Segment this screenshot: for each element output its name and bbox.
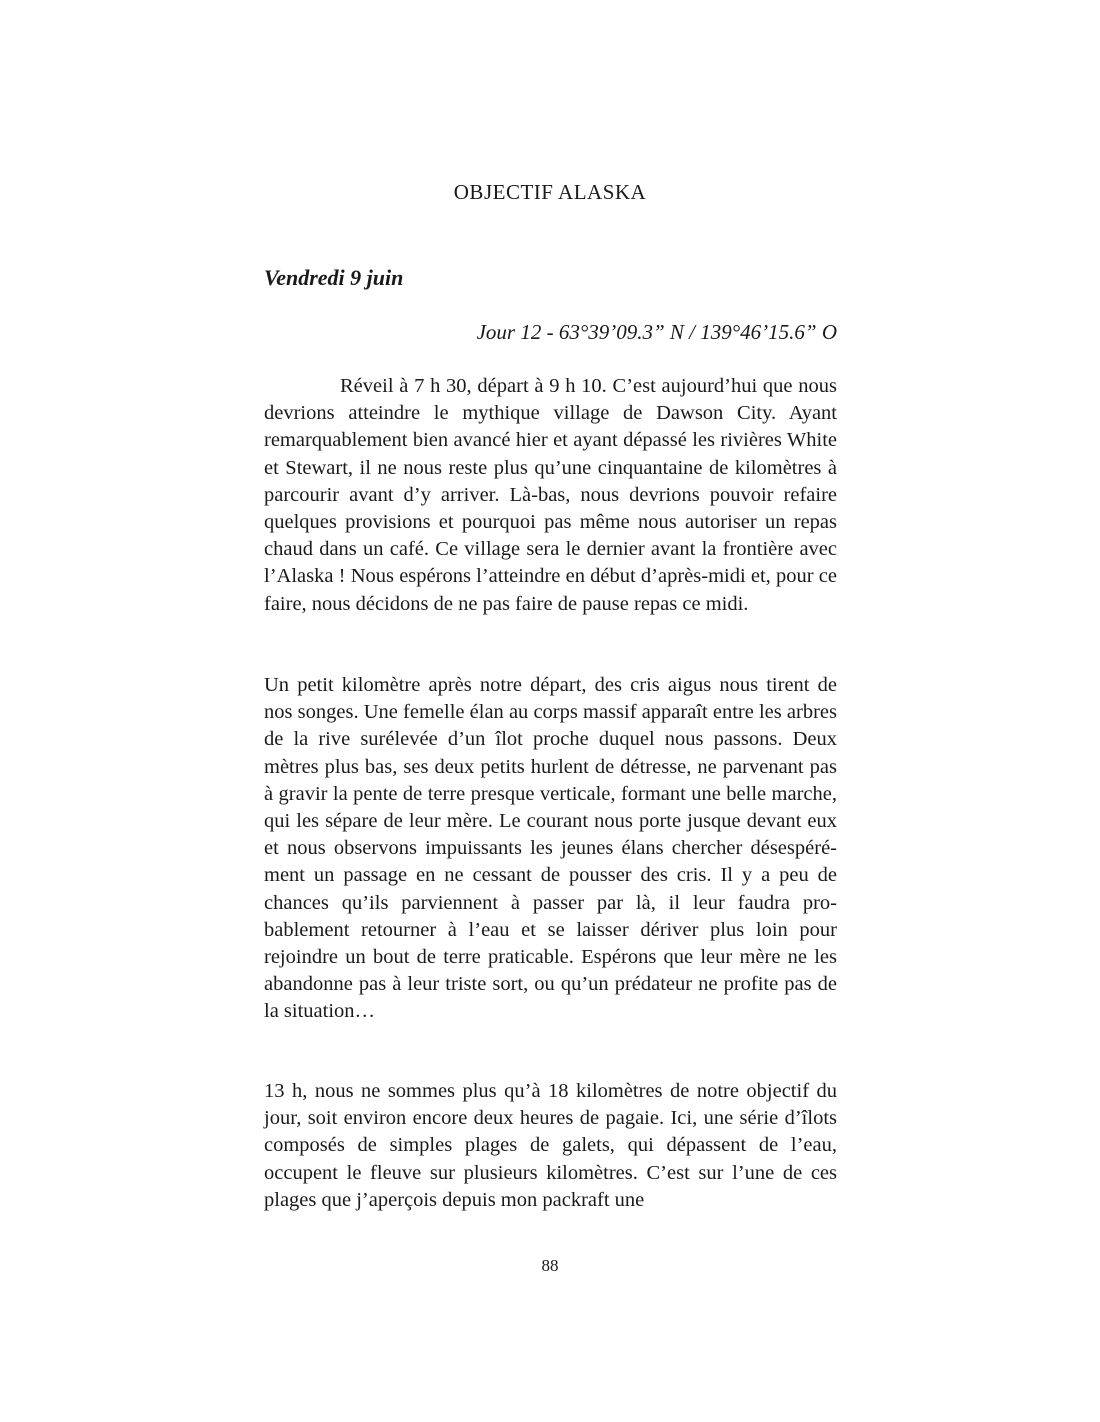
body-paragraph-2-block [264, 672, 837, 1026]
body-paragraph: Réveil à 7 h 30, départ à 9 h 10. C’est aujourd’hui que nous devrions atteindre le mythique village de Dawson City. Ayant remarquablement bien avancé hier et ayant dépassé les rivières White et Stewart, il ne nous reste plus qu’une cinquantaine de kilomètres à parcourir avant d’y arriver. Là-bas, nous devrions pouvoir refaire quelques provisions et pourquoi pas même nous autoriser un repas chaud dans un café. Ce village sera le dernier avant la frontière avec l’Alaska ! Nous espérons l’atteindre en début d’après-midi et, pour ce faire, nous décidons de ne pas faire de pause repas ce midi. [264, 375, 837, 615]
body-paragraph: 13 h, nous ne sommes plus qu’à 18 kilomètres de notre objectif du jour, soit environ encore deux heures de pagaie. Ici, une série d’îlots composés de simples plages de galets, qui dépassent de l’eau, occupent le fleuve sur plusieurs kilomètres. C’est sur l’une de ces plages que j’aperçois depuis mon packraft une [264, 1080, 837, 1211]
running-head-title: OBJECTIF ALASKA [453, 180, 647, 204]
body-paragraph: Un petit kilomètre après notre départ, des cris aigus nous tirent de nos songes. Une femelle élan au corps massif apparaît entre les arbres de la rive surélevée d’un îlot proche duquel nous passons. Deux mètres plus bas, ses deux petits hurlent de détresse, ne parvenant pas à gravir la pente de terre presque verticale, formant une belle marche, qui les sépare de leur mère. Le courant nous porte jusque devant eux et nous observons impuissants les jeunes élans chercher désespérément un passage en ne cessant de pousser des cris. Il y a peu de chances qu’ils parviennent à passer par là, il leur faudra probablement retourner à l’eau et se laisser dériver plus loin pour rejoindre un bout de terre praticable. Espérons que leur mère ne les abandonne pas à leur triste sort, ou qu’un prédateur ne profite pas de la situation… [264, 674, 837, 1023]
body-paragraph-3-block [264, 1078, 837, 1214]
body-paragraph-1-block [264, 373, 837, 618]
page-number: 88 [541, 1256, 559, 1275]
entry-date-heading: Vendredi 9 juin [264, 265, 404, 290]
entry-day-coordinates: Jour 12 - 63°39’09.3” N / 139°46’15.6” O [476, 320, 837, 344]
